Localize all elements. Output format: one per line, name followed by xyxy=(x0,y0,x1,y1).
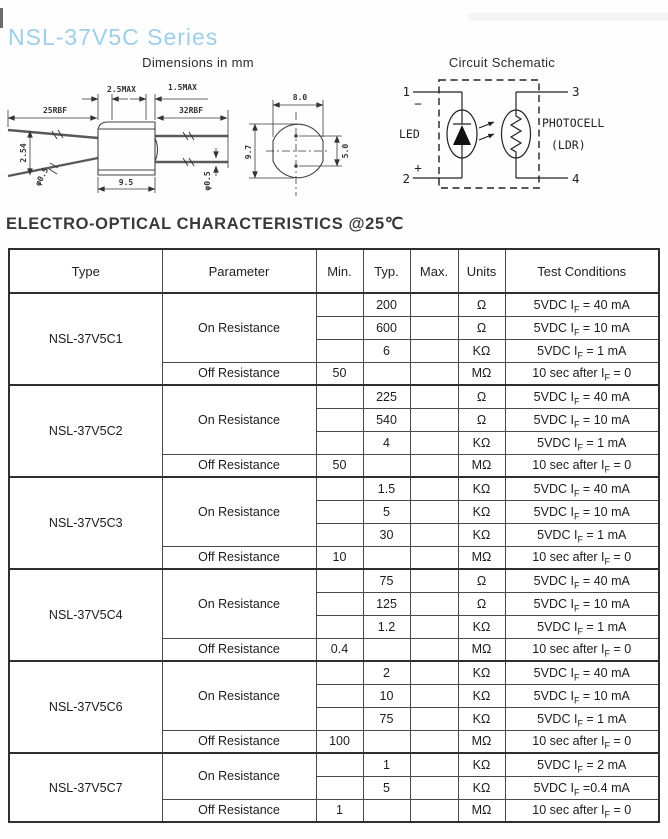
eo-table-body xyxy=(9,293,659,822)
table-row xyxy=(9,753,659,776)
test-conditions-cell: 5VDC $I_F = 40$ mA xyxy=(505,661,659,684)
type-cell: NSL-37V5C7 xyxy=(9,753,162,822)
parameter-cell: On Resistance xyxy=(162,477,316,546)
test-conditions-cell: 5VDC $I_F = 10$ mA xyxy=(505,500,659,523)
min-cell: 1 xyxy=(316,799,363,822)
units-cell: KΩ xyxy=(458,707,505,730)
test-conditions-cell: 5VDC $I_F = 40$ mA xyxy=(505,293,659,316)
parameter-cell: Off Resistance xyxy=(162,546,316,569)
test-conditions-cell: 10 sec after $I_F = 0$ xyxy=(505,454,659,477)
min-cell xyxy=(316,339,363,362)
table-row xyxy=(9,661,659,684)
page-title: NSL-37V5C Series xyxy=(8,24,219,50)
typ-cell: 200 xyxy=(363,293,410,316)
max-cell xyxy=(410,385,458,408)
units-cell: KΩ xyxy=(458,477,505,500)
units-cell: KΩ xyxy=(458,500,505,523)
dim-lens-max: 1.5MAX xyxy=(168,83,197,92)
dim-pin-spacing: 5.0 xyxy=(341,143,350,159)
pin-3-label: 3 xyxy=(572,84,580,99)
type-cell: NSL-37V5C2 xyxy=(9,385,162,477)
test-conditions-cell: 5VDC $I_F = 1$ mA xyxy=(505,523,659,546)
min-cell xyxy=(316,753,363,776)
max-cell xyxy=(410,477,458,500)
units-cell: MΩ xyxy=(458,730,505,753)
schematic-title: Circuit Schematic xyxy=(448,55,556,70)
typ-cell: 1.5 xyxy=(363,477,410,500)
min-cell xyxy=(316,523,363,546)
dim-lead-dia-right: φ0.5 xyxy=(203,171,212,191)
dim-body-length: 9.5 xyxy=(118,178,134,187)
max-cell xyxy=(410,339,458,362)
end-view-drawing xyxy=(244,93,350,196)
parameter-cell: Off Resistance xyxy=(162,362,316,385)
max-cell xyxy=(410,799,458,822)
min-cell xyxy=(316,408,363,431)
led-label: LED xyxy=(399,127,420,141)
typ-cell: 4 xyxy=(363,431,410,454)
test-conditions-cell: 10 sec after $I_F = 0$ xyxy=(505,799,659,822)
max-cell xyxy=(410,408,458,431)
min-cell: 100 xyxy=(316,730,363,753)
typ-cell: 225 xyxy=(363,385,410,408)
max-cell xyxy=(410,454,458,477)
type-cell: NSL-37V5C1 xyxy=(9,293,162,385)
dimensions-title: Dimensions in mm xyxy=(142,55,254,70)
test-conditions-cell: 5VDC $I_F = 1$ mA xyxy=(505,707,659,730)
units-cell: Ω xyxy=(458,293,505,316)
test-conditions-cell: 10 sec after $I_F = 0$ xyxy=(505,546,659,569)
section-heading: ELECTRO-OPTICAL CHARACTERISTICS @25℃ xyxy=(6,215,404,233)
typ-cell: 75 xyxy=(363,569,410,592)
typ-cell: 2 xyxy=(363,661,410,684)
units-cell: KΩ xyxy=(458,523,505,546)
units-cell: KΩ xyxy=(458,776,505,799)
type-cell: NSL-37V5C3 xyxy=(9,477,162,569)
typ-cell xyxy=(363,454,410,477)
header-test-conditions: Test Conditions xyxy=(505,249,659,293)
parameter-cell: Off Resistance xyxy=(162,454,316,477)
parameter-cell: Off Resistance xyxy=(162,638,316,661)
max-cell xyxy=(410,362,458,385)
dim-left-lead-length: 25RBF xyxy=(42,106,68,115)
test-conditions-cell: 5VDC $I_F = 1$ mA xyxy=(505,615,659,638)
min-cell xyxy=(316,776,363,799)
max-cell xyxy=(410,431,458,454)
test-conditions-cell: 5VDC $I_F = 10$ mA xyxy=(505,408,659,431)
header-min: Min. xyxy=(316,249,363,293)
max-cell xyxy=(410,569,458,592)
photocell-label: PHOTOCELL xyxy=(542,116,605,130)
test-conditions-cell: 10 sec after $I_F = 0$ xyxy=(505,730,659,753)
type-cell: NSL-37V5C6 xyxy=(9,661,162,753)
table-row xyxy=(9,293,659,316)
min-cell: 0.4 xyxy=(316,638,363,661)
typ-cell xyxy=(363,362,410,385)
pin-1-label: 1 xyxy=(402,84,410,99)
table-row xyxy=(9,477,659,500)
table-row xyxy=(9,569,659,592)
max-cell xyxy=(410,707,458,730)
min-cell xyxy=(316,431,363,454)
min-cell xyxy=(316,293,363,316)
parameter-cell: On Resistance xyxy=(162,385,316,454)
dim-right-lead-length: 32RBF xyxy=(178,106,204,115)
test-conditions-cell: 5VDC $I_F = 40$ mA xyxy=(505,385,659,408)
min-cell xyxy=(316,569,363,592)
ldr-label: (LDR) xyxy=(551,138,586,152)
min-cell xyxy=(316,316,363,339)
header-type: Type xyxy=(9,249,162,293)
max-cell xyxy=(410,661,458,684)
typ-cell: 600 xyxy=(363,316,410,339)
max-cell xyxy=(410,316,458,339)
circuit-schematic-drawing xyxy=(399,80,604,188)
typ-cell xyxy=(363,799,410,822)
units-cell: KΩ xyxy=(458,615,505,638)
typ-cell: 125 xyxy=(363,592,410,615)
units-cell: KΩ xyxy=(458,339,505,362)
dim-body-width: 8.0 xyxy=(292,93,308,102)
min-cell xyxy=(316,477,363,500)
side-view-drawing xyxy=(8,83,228,193)
max-cell xyxy=(410,638,458,661)
parameter-cell: Off Resistance xyxy=(162,730,316,753)
parameter-cell: On Resistance xyxy=(162,753,316,799)
parameter-cell: Off Resistance xyxy=(162,799,316,822)
units-cell: MΩ xyxy=(458,546,505,569)
max-cell xyxy=(410,293,458,316)
max-cell xyxy=(410,500,458,523)
min-cell: 10 xyxy=(316,546,363,569)
min-cell xyxy=(316,500,363,523)
typ-cell: 5 xyxy=(363,500,410,523)
typ-cell: 10 xyxy=(363,684,410,707)
dim-body-height: 9.7 xyxy=(244,144,253,160)
test-conditions-cell: 5VDC $I_F = 40$ mA xyxy=(505,569,659,592)
test-conditions-cell: 5VDC $I_F = 10$ mA xyxy=(505,684,659,707)
max-cell xyxy=(410,546,458,569)
test-conditions-cell: 5VDC $I_F = 1$ mA xyxy=(505,339,659,362)
header-max: Max. xyxy=(410,249,458,293)
parameter-cell: On Resistance xyxy=(162,661,316,730)
test-conditions-cell: 10 sec after $I_F = 0$ xyxy=(505,362,659,385)
min-cell xyxy=(316,592,363,615)
type-cell: NSL-37V5C4 xyxy=(9,569,162,661)
units-cell: KΩ xyxy=(458,684,505,707)
eo-characteristics-table xyxy=(8,248,660,823)
test-conditions-cell: 10 sec after $I_F = 0$ xyxy=(505,638,659,661)
max-cell xyxy=(410,730,458,753)
plus-sign: + xyxy=(414,160,422,175)
min-cell: 50 xyxy=(316,454,363,477)
parameter-cell: On Resistance xyxy=(162,293,316,362)
units-cell: Ω xyxy=(458,592,505,615)
header-typ: Typ. xyxy=(363,249,410,293)
dim-lead-pitch: 2.54 xyxy=(19,143,28,163)
typ-cell: 540 xyxy=(363,408,410,431)
units-cell: Ω xyxy=(458,385,505,408)
typ-cell: 75 xyxy=(363,707,410,730)
min-cell xyxy=(316,707,363,730)
min-cell xyxy=(316,661,363,684)
typ-cell: 1 xyxy=(363,753,410,776)
test-conditions-cell: 5VDC $I_F = 10$ mA xyxy=(505,592,659,615)
units-cell: Ω xyxy=(458,316,505,339)
units-cell: MΩ xyxy=(458,454,505,477)
max-cell xyxy=(410,684,458,707)
header-parameter: Parameter xyxy=(162,249,316,293)
min-cell: 50 xyxy=(316,362,363,385)
typ-cell: 30 xyxy=(363,523,410,546)
typ-cell: 1.2 xyxy=(363,615,410,638)
dim-cap-max: 2.5MAX xyxy=(107,85,136,94)
dim-lead-dia-left: φ0.5 xyxy=(33,166,51,188)
typ-cell: 6 xyxy=(363,339,410,362)
units-cell: Ω xyxy=(458,408,505,431)
table-header-row xyxy=(9,249,659,293)
header-units: Units xyxy=(458,249,505,293)
pin-4-label: 4 xyxy=(572,171,580,186)
typ-cell: 5 xyxy=(363,776,410,799)
test-conditions-cell: 5VDC $I_F = 1$ mA xyxy=(505,431,659,454)
typ-cell xyxy=(363,730,410,753)
max-cell xyxy=(410,523,458,546)
units-cell: MΩ xyxy=(458,362,505,385)
test-conditions-cell: 5VDC $I_F = 10$ mA xyxy=(505,316,659,339)
units-cell: KΩ xyxy=(458,431,505,454)
min-cell xyxy=(316,684,363,707)
min-cell xyxy=(316,385,363,408)
max-cell xyxy=(410,753,458,776)
units-cell: MΩ xyxy=(458,799,505,822)
minus-sign: − xyxy=(414,96,422,111)
test-conditions-cell: 5VDC $I_F = 2$ mA xyxy=(505,753,659,776)
table-row xyxy=(9,385,659,408)
test-conditions-cell: 5VDC $I_F =0.4$ mA xyxy=(505,776,659,799)
typ-cell xyxy=(363,546,410,569)
max-cell xyxy=(410,776,458,799)
pin-2-label: 2 xyxy=(402,171,410,186)
units-cell: MΩ xyxy=(458,638,505,661)
parameter-cell: On Resistance xyxy=(162,569,316,638)
max-cell xyxy=(410,615,458,638)
test-conditions-cell: 5VDC $I_F = 40$ mA xyxy=(505,477,659,500)
max-cell xyxy=(410,592,458,615)
typ-cell xyxy=(363,638,410,661)
units-cell: KΩ xyxy=(458,661,505,684)
units-cell: Ω xyxy=(458,569,505,592)
min-cell xyxy=(316,615,363,638)
units-cell: KΩ xyxy=(458,753,505,776)
